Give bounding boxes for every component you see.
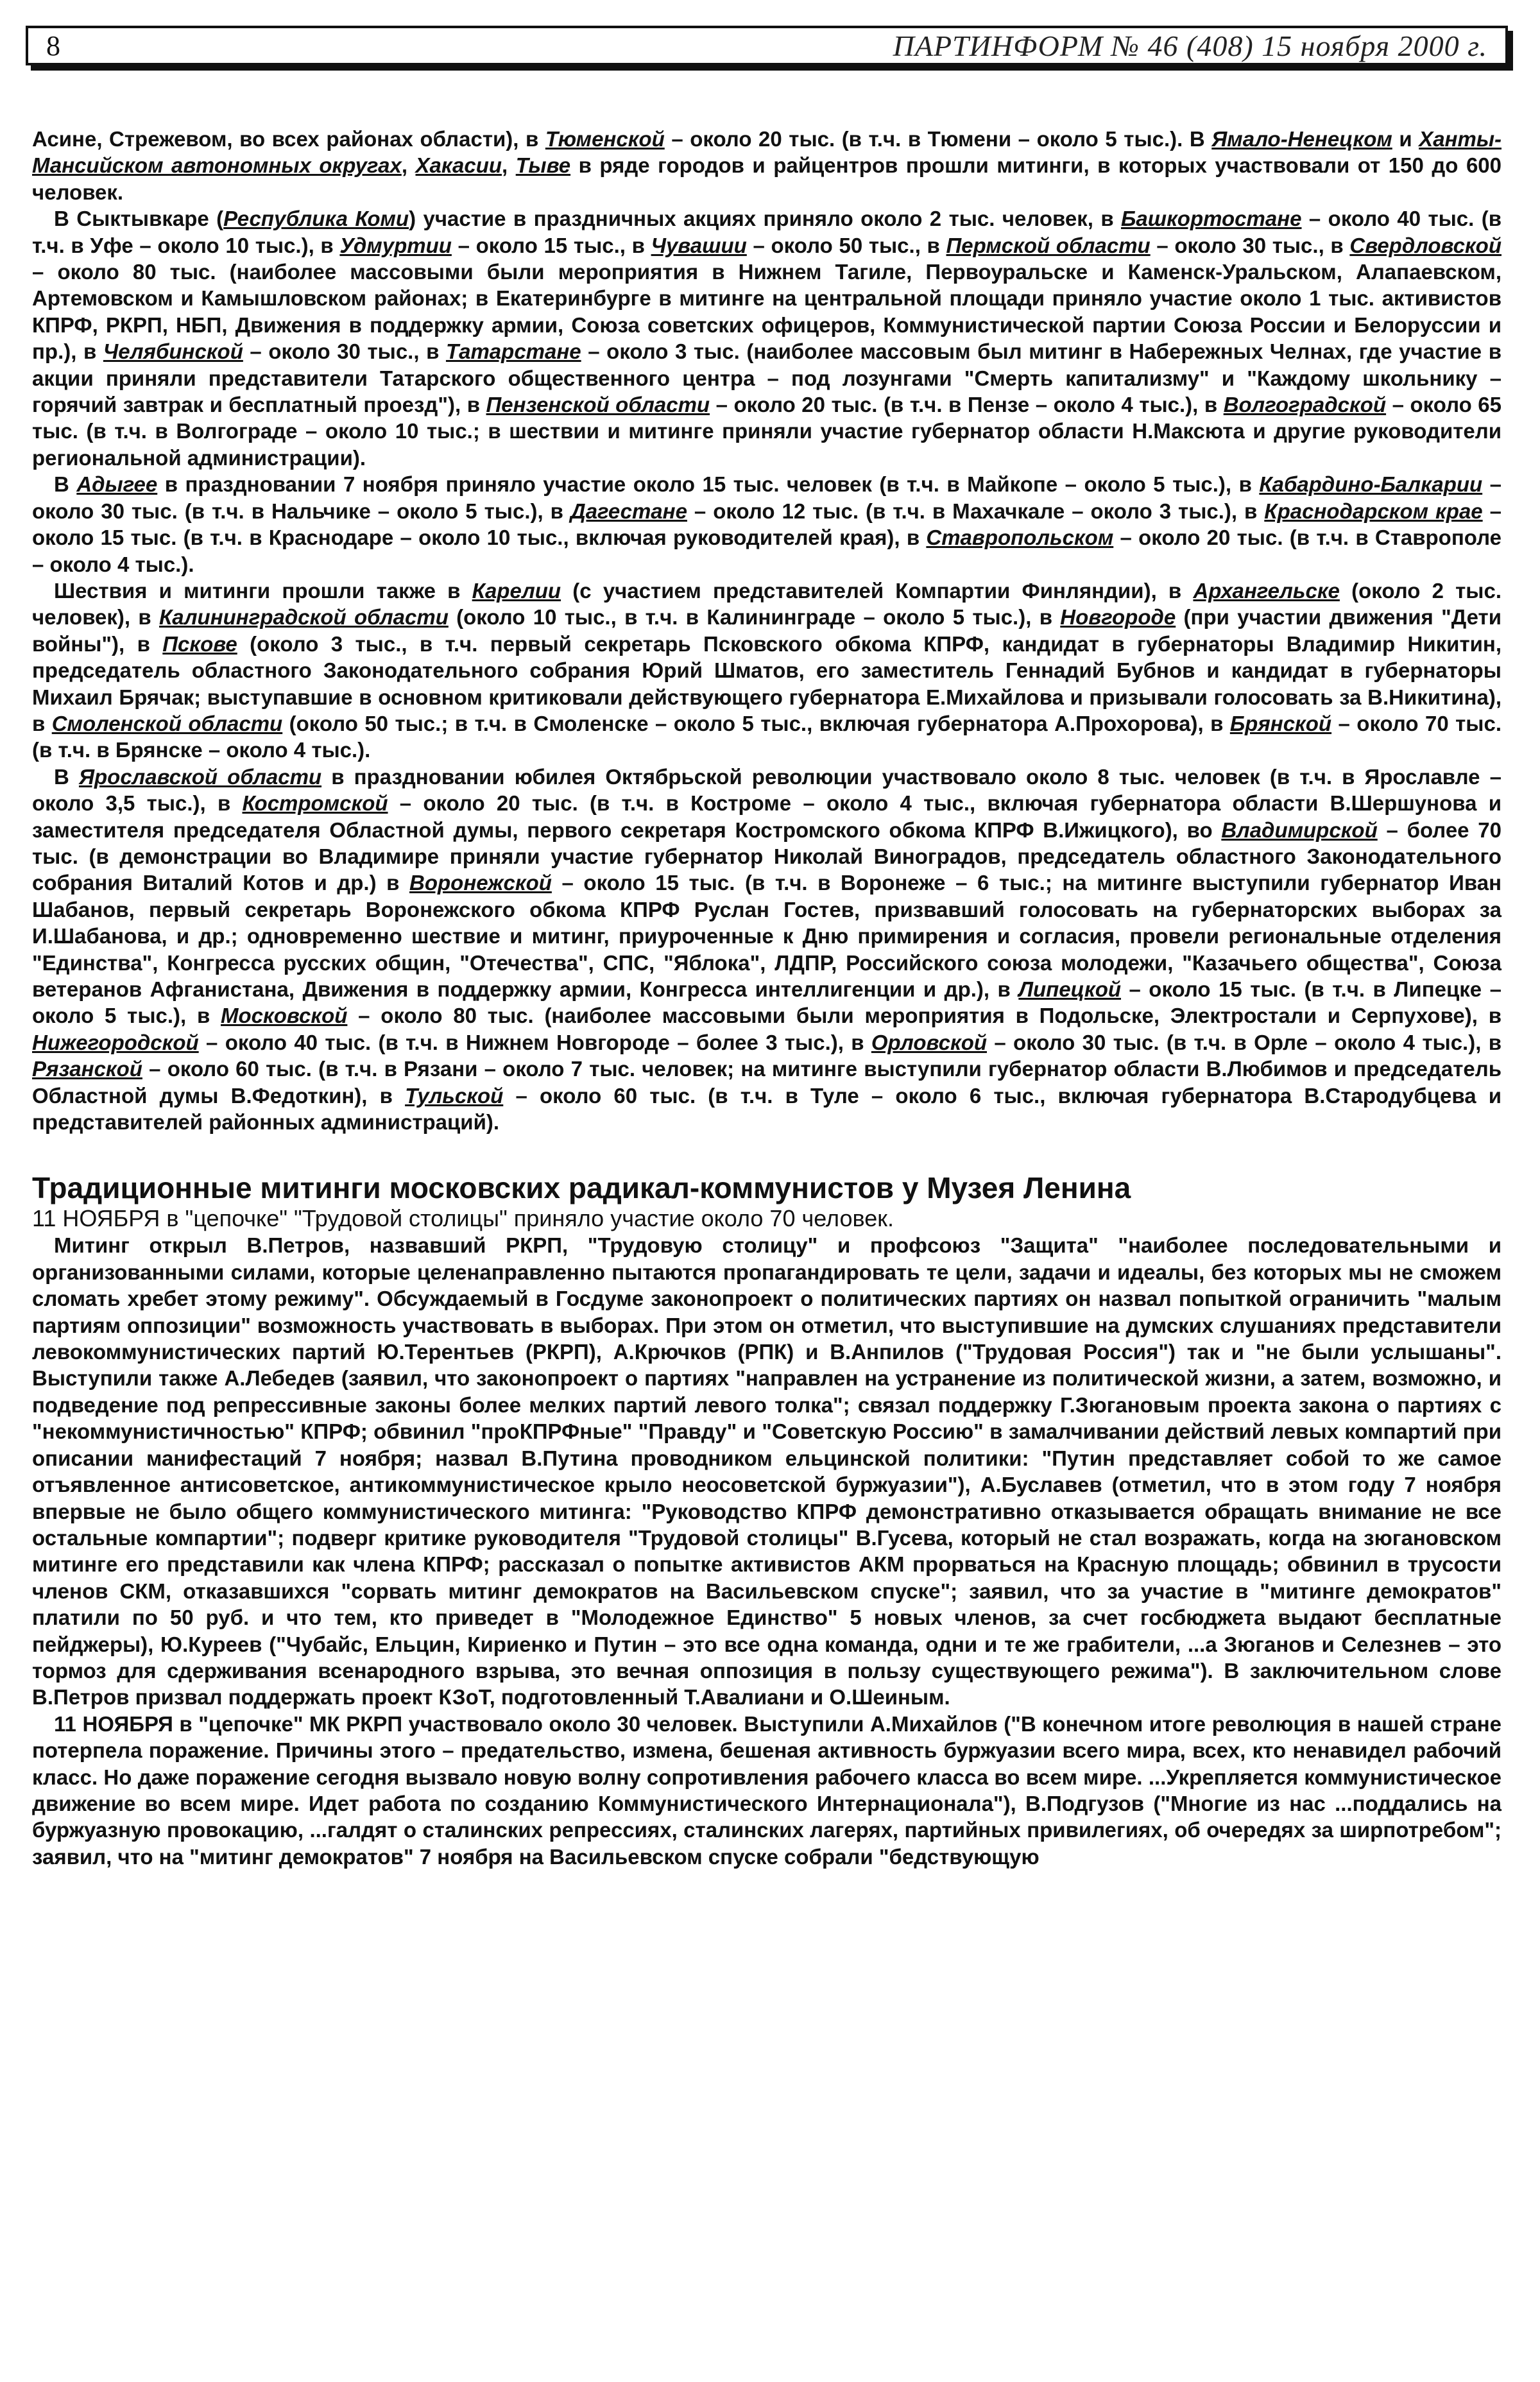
region-name: Владимирской <box>1221 818 1378 842</box>
text-run: в праздновании 7 ноября приняло участие около 15 тыс. человек (в т.ч. в Майкопе – около 5 тыс.), в <box>157 472 1260 497</box>
region-name: Пензенской области <box>486 393 710 417</box>
text-run: в ряде городов и райцентров прошли митинги, в которых участвовали от 150 до 600 человек. <box>32 153 1502 204</box>
text-run: – около 60 тыс. (в т.ч. в Туле – около 6 тыс., включая губернатора В.Стародубцева и представителей районных администраций). <box>32 1083 1502 1135</box>
region-name: Липецкой <box>1018 977 1122 1001</box>
region-name: Рязанской <box>32 1057 142 1081</box>
text-run: (около 2 тыс. человек), в <box>32 578 1502 630</box>
text-run: – около 20 тыс. (в т.ч. в Тюмени – около 5 тыс.). В <box>664 127 1212 151</box>
region-name: Кабардино-Балкарии <box>1259 472 1483 497</box>
text-run: – около 65 тыс. (в т.ч. в Волгограде – около 10 тыс.; в шествии и митинге приняли участие губернатор области Н.Максюта и другие руководители региональной администрации). <box>32 393 1502 470</box>
text-run: Асине, Стрежевом, во всех районах области), в <box>32 127 545 151</box>
text-run: – около 30 тыс. (в т.ч. в Нальчике – около 5 тыс.), в <box>32 472 1502 523</box>
region-name: Дагестане <box>570 499 687 523</box>
region-name: Пермской области <box>946 233 1151 257</box>
region-name: Архангельске <box>1193 578 1340 603</box>
text-run: – около 15 тыс. (в т.ч. в Липецке – около 5 тыс.), в <box>32 977 1502 1028</box>
text-run: в праздновании юбилея Октябрьской революции участвовало около 8 тыс. человек (в т.ч. в Ярославле – около 3,5 тыс.), в <box>32 764 1502 816</box>
region-name: Ханты-Мансийском автономных округах <box>32 127 1502 178</box>
paragraph-regions-4 <box>32 578 1502 764</box>
region-name: Адыгее <box>76 472 158 497</box>
paragraph-regions-3 <box>32 471 1502 578</box>
region-name: Тыве <box>515 153 571 178</box>
text-run: – около 30 тыс., в <box>243 339 446 364</box>
region-name: Карелии <box>472 578 561 603</box>
text-run: В <box>54 472 77 497</box>
text-run: – более 70 тыс. (в демонстрации во Владимире приняли участие губернатор Николай Виноградов, председатель областного Законодательного собрания Виталий Котов и др.) в <box>32 818 1502 895</box>
region-name: Калининградской области <box>158 605 449 630</box>
text-run: Шествия и митинги прошли также в <box>54 578 472 603</box>
article-title: Традиционные митинги московских радикал-коммунистов у Музея Ленина <box>32 1171 1131 1205</box>
region-name: Чувашии <box>651 233 747 257</box>
text-run: В <box>54 764 79 789</box>
text-run: – около 40 тыс. (в т.ч. в Уфе – около 10 тыс.), в <box>32 207 1502 257</box>
text-run: – около 3 тыс. (наиболее массовым был митинг в Набережных Челнах, где участие в акции приняли представители Татарского общественного центра – под лозунгами "Смерть капитализму" и "Каждому школьнику – горячий завтрак и бесплатный проезд"), в <box>32 339 1502 417</box>
text-run: (около 50 тыс.; в т.ч. в Смоленске – около 5 тыс., включая губернатора А.Прохорова), в <box>282 711 1230 735</box>
text-run: – около 50 тыс., в <box>746 233 946 257</box>
text-run: (с участием представителей Компартии Финляндии), в <box>561 578 1194 603</box>
region-name: Костромской <box>242 791 388 816</box>
region-name: Пскове <box>162 631 237 656</box>
text-run: и <box>1392 127 1419 151</box>
region-name: Ямало-Ненецком <box>1211 127 1392 151</box>
text-run: (при участии движения "Дети войны"), в <box>32 605 1502 656</box>
text-run: – около 30 тыс., в <box>1150 233 1350 257</box>
text-run: – около 40 тыс. (в т.ч. в Нижнем Новгороде – более 3 тыс.), в <box>198 1030 871 1054</box>
region-name: Татарстане <box>445 339 581 364</box>
region-name: Новгороде <box>1060 605 1176 630</box>
text-run: (около 3 тыс., в т.ч. первый секретарь Псковского обкома КПРФ, кандидат в губернаторы Владимир Никитин, председатель областного Законодательного собрания Юрий Шматов, его заместитель Геннадий Бубнов и кандидат в губернаторы Михаил Брячак; выступавшие в основном критиковали действующего губернатора Е.Михайлова и призывали голосовать за В.Никитина), в <box>32 631 1502 735</box>
region-name: Волгоградской <box>1223 393 1387 417</box>
text-run: – около 12 тыс. (в т.ч. в Махачкале – около 3 тыс.), в <box>687 499 1265 523</box>
article-paragraph-1: Митинг открыл В.Петров, назвавший РКРП, "Трудовую столицу" и профсоюз "Защита" "наиболее последовательными и организованными силами, которые целенаправленно пытаются пропагандировать те цели, задачи и идеалы, без которых мы не сможем сломать хребет этому режиму". Обсуждаемый в Госдуме законопроект о политических партиях он назвал попыткой ограничить "малым партиям оппозиции" возможность участвовать в выборах. При этом он отметил, что выступившие на думских слушаниях представители левокоммунистических партий Ю.Терентьев (РКРП), А.Крючков (РПК) и В.Анпилов ("Трудовая Россия") так и "не были услышаны". Выступили также А.Лебедев (заявил, что законопроект о партиях "направлен на устранение из политической жизни, а затем, возможно, и подведение под репрессивные законы более мелких партий левого толка"; связал поддержку Г.Зюгановым проекта закона о партиях с "некоммунистичностью" КПРФ; обвинил "проКПРФные" "Правду" и "Советскую Россию" в замалчивании действий левых компартий при описании манифестаций 7 ноября; назвал В.Путина проводником ельцинской политики: "Путин представляет собой то же самое отъявленное антисоветское, антикоммунистическое крыло неосоветской буржуазии"), А.Буславев (отметил, что в этом году 7 ноября впервые не было общего коммунистического митинга: "Руководство КПРФ демонстративно отказывается обращать внимание не все остальные компартии"; подверг критике руководителя "Трудовой столицы" В.Гусева, который не стал возражать, когда на зюгановском митинге его представили как члена КПРФ; рассказал о попытке активистов АКМ прорваться на Красную площадь; обвинил в трусости членов СКМ, отказавшихся "сорвать митинг демократов на Васильевском спуске"; заявил, что за участие в "митинге демократов" платили по 50 руб. и что тем, кто приведет в "Молодежное Единство" 5 новых членов, за счет госбюджета выдают бесплатные пейджеры), Ю.Куреев ("Чубайс, Ельцин, Кириенко и Путин – это все одна команда, одни и те же грабители, ...а Зюганов и Селезнев – это тормоз для сдерживания всенародного взрыва, это вечная оппозиция в пользу существующего режима"). В заключительном слове В.Петров призвал поддержать проект КЗоТ, подготовленный Т.Авалиани и О.Шеиным. <box>32 1233 1502 1709</box>
text-run: – около 15 тыс. (в т.ч. в Воронеже – 6 тыс.; на митинге выступили губернатор Иван Шабанов, первый секретарь Воронежского обкома КПРФ Руслан Гостев, призвавший голосовать на губернаторских выборах за И.Шабанова, и др.; одновременно шествие и митинг, приуроченные к Дню примирения и согласия, провели региональные отделения "Единства", Конгресса русских общин, "Отечества", СПС, "Яблока", ЛДПР, Российского союза молодежи, "Казачьего общества", Союза ветеранов Афганистана, Движения в поддержку армии, Конгресса интеллигенции и др.), в <box>32 871 1502 1001</box>
region-name: Брянской <box>1229 711 1332 735</box>
region-name: Удмуртии <box>339 233 452 257</box>
region-name: Республика Коми <box>223 207 409 231</box>
article-paragraph-2: 11 НОЯБРЯ в "цепочке" МК РКРП участвовало около 30 человек. Выступили А.Михайлов ("В конечном итоге революция в нашей стране потерпела поражение. Причины этого – предательство, измена, бешеная активность буржуазии всего мира, всех, кто ненавидел рабочий класс. Но даже поражение сегодня вызвало новую волну сопротивления рабочего класса во всем мире. ...Укрепляется коммунистическое движение во всем мире. Идет работа по созданию Коммунистического Интернационала"), В.Подгузов ("Многие из нас ...поддались на буржуазную провокацию, ...галдят о сталинских репрессиях, сталинских лагерях, партийных привилегиях, об очередях за ширпотребом"; заявил, что на "митинг демократов" 7 ноября на Васильевском спуске собрали "бедствующую <box>32 1711 1502 1869</box>
region-name: Орловской <box>871 1030 988 1054</box>
text-run: ) участие в праздничных акциях приняло около 2 тыс. человек, в <box>409 207 1122 231</box>
page-content <box>32 126 1502 1870</box>
text-run: – около 30 тыс. (в т.ч. в Орле – около 4 тыс.), в <box>987 1030 1502 1054</box>
region-name: Челябинской <box>103 339 243 364</box>
paragraph-regions-5 <box>32 764 1502 1136</box>
article-lead: 11 НОЯБРЯ в "цепочке" "Трудовой столицы" приняло участие около 70 человек. <box>32 1205 894 1232</box>
region-name: Московской <box>221 1004 348 1028</box>
region-name: Тульской <box>405 1083 504 1108</box>
text-run: – около 15 тыс., в <box>451 233 651 257</box>
region-name: Воронежской <box>409 871 552 895</box>
text-run: – около 80 тыс. (наиболее массовыми были мероприятия в Подольске, Электростали и Серпухове), в <box>347 1004 1502 1028</box>
text-run: – около 20 тыс. (в т.ч. в Костроме – около 4 тыс., включая губернатора области В.Шершунова и заместителя председателя Областной думы, первого секретаря Костромского обкома КПРФ В.Ижицкого), во <box>32 791 1502 842</box>
page-header <box>26 26 1508 65</box>
text-run: – около 15 тыс. (в т.ч. в Краснодаре – около 10 тыс., включая руководителей края), в <box>32 499 1502 550</box>
text-run: В Сыктывкаре ( <box>54 207 224 231</box>
text-run: – около 20 тыс. (в т.ч. в Ставрополе – около 4 тыс.). <box>32 526 1502 576</box>
section-gap <box>32 1135 1502 1170</box>
text-run: , <box>502 153 516 178</box>
region-name: Хакасии <box>415 153 502 178</box>
text-run: – около 60 тыс. (в т.ч. в Рязани – около 7 тыс. человек; на митинге выступили губернатор области В.Любимов и председатель Областной думы В.Федоткин), в <box>32 1057 1502 1108</box>
region-name: Ярославской области <box>78 764 322 789</box>
paragraph-regions-2 <box>32 205 1502 471</box>
text-run: – около 20 тыс. (в т.ч. в Пензе – около 4 тыс.), в <box>710 393 1224 417</box>
text-run: , <box>401 153 416 178</box>
publication-line: ПАРТИНФОРМ № 46 (408) 15 ноября 2000 г. <box>893 29 1487 62</box>
paragraph-regions-1 <box>32 126 1502 205</box>
region-name: Тюменской <box>545 127 665 151</box>
region-name: Нижегородской <box>32 1030 199 1054</box>
text-run: (около 10 тыс., в т.ч. в Калининграде – около 5 тыс.), в <box>448 605 1061 630</box>
text-run: – около 80 тыс. (наиболее массовыми были мероприятия в Нижнем Тагиле, Первоуральске и Каменск-Уральском, Алапаевском, Артемовском и Камышловском районах; в Екатеринбурге в митинге на центральной площади приняло участие около 1 тыс. активистов КПРФ, РКРП, НБП, Движения в поддержку армии, Союза советских офицеров, Коммунистической партии Союза России и Белоруссии и пр.), в <box>32 260 1502 364</box>
region-name: Свердловской <box>1349 233 1502 257</box>
region-name: Смоленской области <box>51 711 283 735</box>
region-name: Башкортостане <box>1121 207 1302 231</box>
region-name: Краснодарском крае <box>1264 499 1483 523</box>
text-run: – около 70 тыс. (в т.ч. в Брянске – около 4 тыс.). <box>32 711 1502 762</box>
page-number: 8 <box>46 30 60 62</box>
region-name: Ставропольском <box>926 526 1114 550</box>
